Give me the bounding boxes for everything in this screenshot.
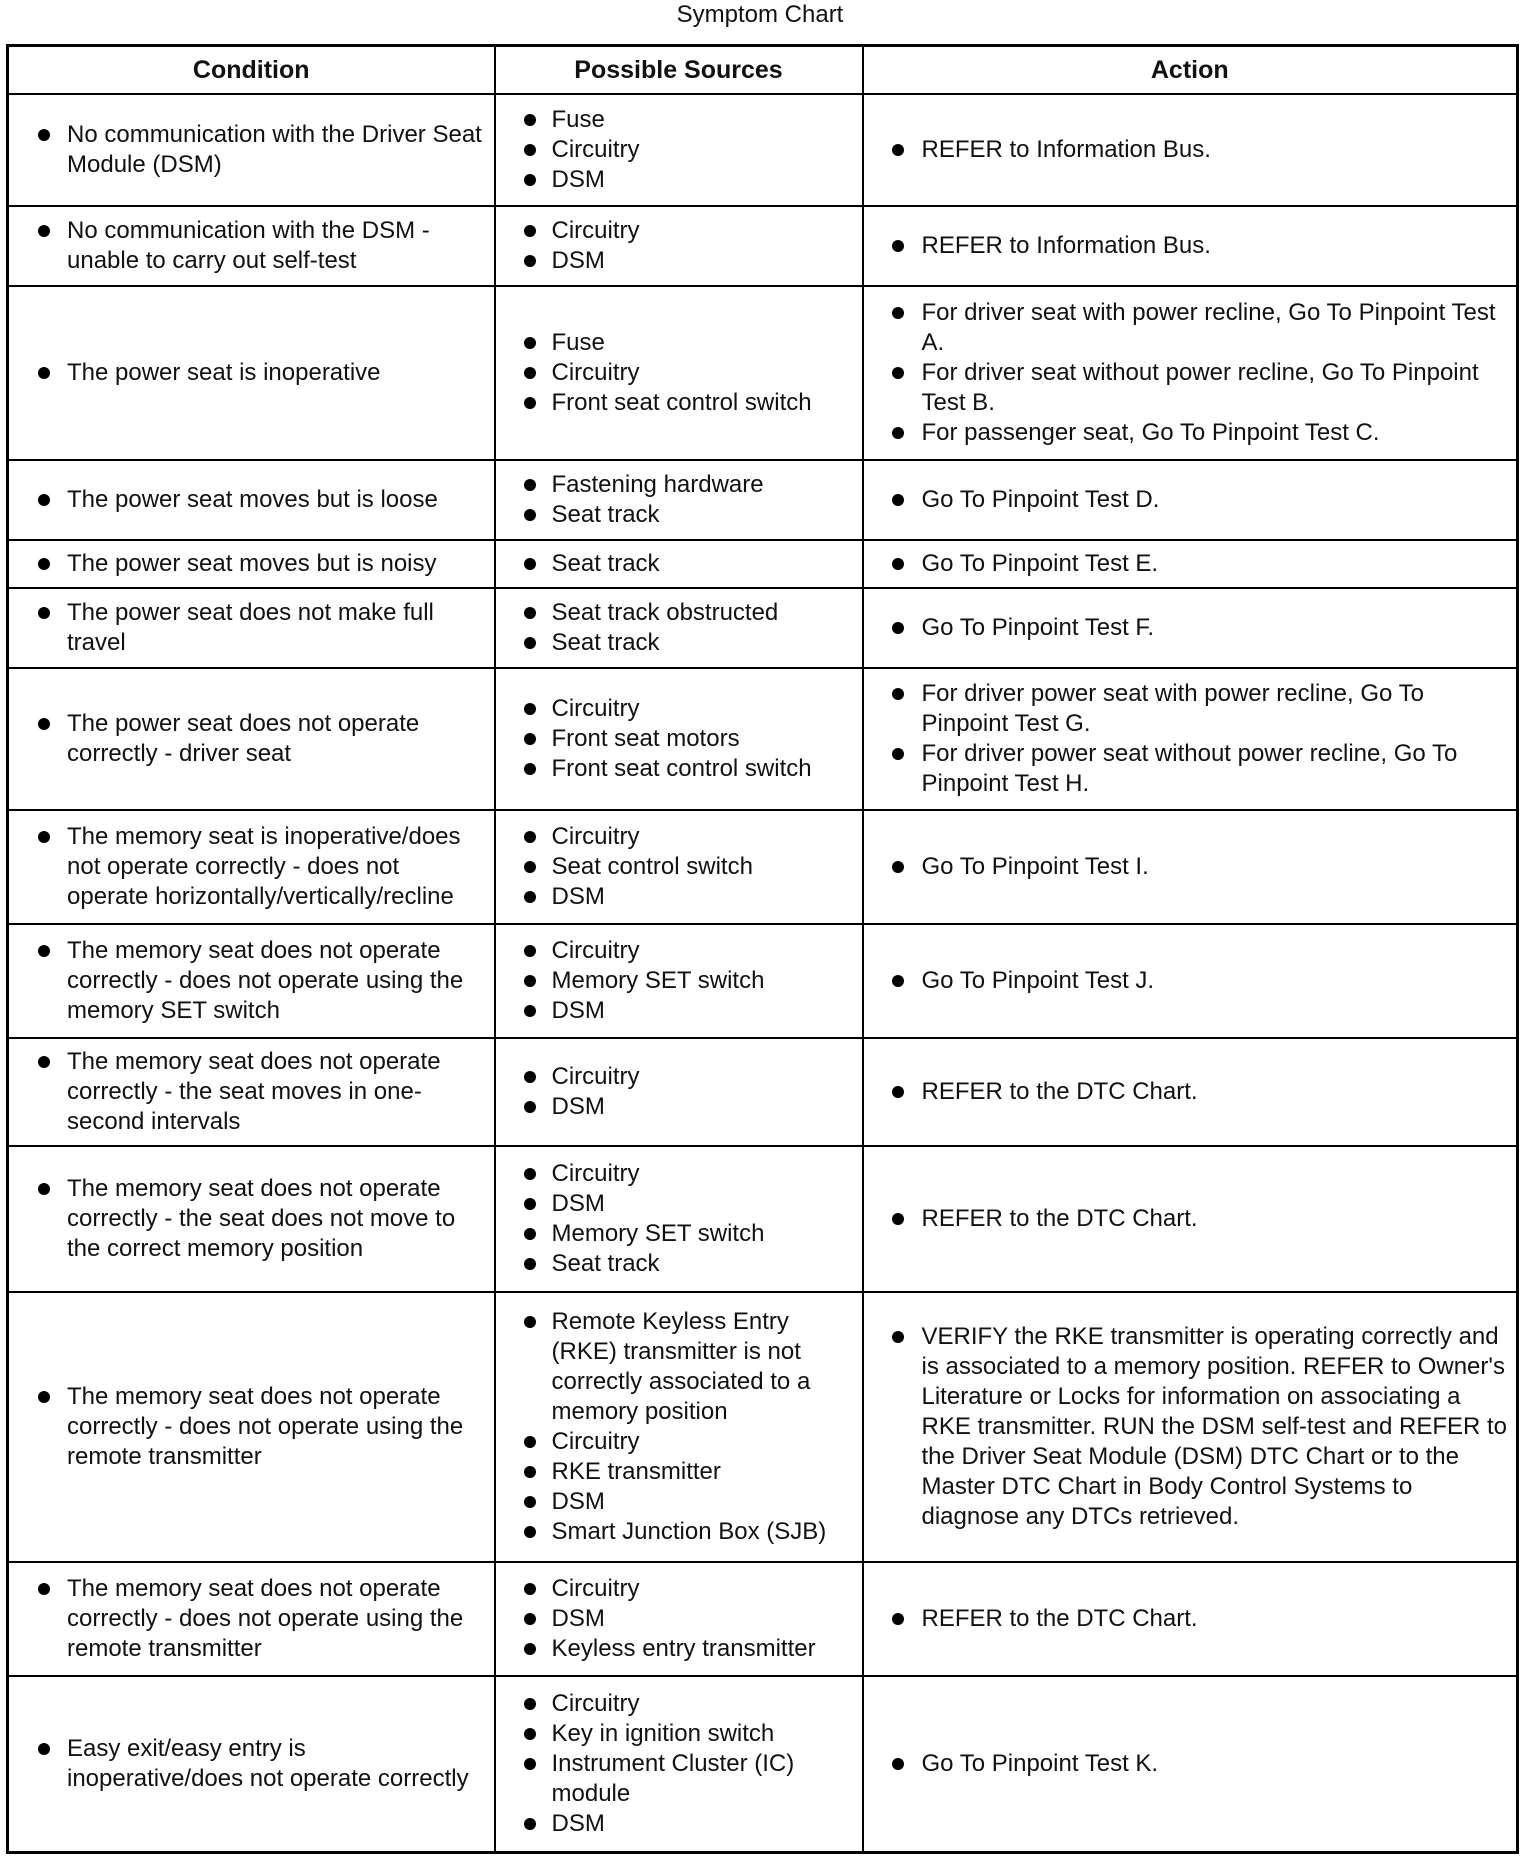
source-list	[496, 470, 862, 530]
header-possible-sources: Possible Sources	[495, 46, 863, 95]
source-item: Circuitry	[496, 1427, 862, 1457]
condition-item: The power seat moves but is noisy	[9, 549, 494, 579]
action-item: REFER to the DTC Chart.	[864, 1604, 1517, 1634]
condition-cell	[8, 286, 495, 460]
source-item: Circuitry	[496, 216, 862, 246]
source-item: DSM	[496, 1092, 862, 1122]
condition-list	[9, 1382, 494, 1472]
action-item: For driver power seat without power recline, Go To Pinpoint Test H.	[864, 739, 1517, 799]
table-row	[8, 1676, 1518, 1852]
possible-sources-cell	[495, 94, 863, 206]
action-item: REFER to Information Bus.	[864, 135, 1517, 165]
source-item: Circuitry	[496, 1062, 862, 1092]
page-title: Symptom Chart	[676, 1, 844, 28]
source-item: Front seat control switch	[496, 388, 862, 418]
action-cell	[863, 94, 1518, 206]
table-row	[8, 1146, 1518, 1292]
source-item: Smart Junction Box (SJB)	[496, 1517, 862, 1547]
possible-sources-cell	[495, 1292, 863, 1562]
action-cell	[863, 206, 1518, 286]
condition-list	[9, 1574, 494, 1664]
action-list	[864, 298, 1517, 448]
condition-cell	[8, 206, 495, 286]
source-list	[496, 936, 862, 1026]
condition-item: No communication with the DSM - unable to carry out self-test	[9, 216, 494, 276]
action-list	[864, 1749, 1517, 1779]
source-list	[496, 694, 862, 784]
action-list	[864, 966, 1517, 996]
source-item: Fuse	[496, 328, 862, 358]
action-list	[864, 135, 1517, 165]
table-row	[8, 94, 1518, 206]
source-item: Circuitry	[496, 1159, 862, 1189]
source-item: Seat track	[496, 500, 862, 530]
header-condition: Condition	[8, 46, 495, 95]
condition-cell	[8, 1292, 495, 1562]
possible-sources-cell	[495, 1676, 863, 1852]
possible-sources-cell	[495, 1038, 863, 1146]
source-list	[496, 1062, 862, 1122]
condition-cell	[8, 1038, 495, 1146]
action-list	[864, 1077, 1517, 1107]
action-item: REFER to the DTC Chart.	[864, 1204, 1517, 1234]
condition-item: The memory seat does not operate correctly - does not operate using the remote transmitter	[9, 1382, 494, 1472]
condition-item: The power seat moves but is loose	[9, 485, 494, 515]
source-item: RKE transmitter	[496, 1457, 862, 1487]
possible-sources-cell	[495, 1146, 863, 1292]
source-item: Remote Keyless Entry (RKE) transmitter is not correctly associated to a memory position	[496, 1307, 862, 1427]
source-item: Front seat motors	[496, 724, 862, 754]
source-item: DSM	[496, 1809, 862, 1839]
possible-sources-cell	[495, 206, 863, 286]
source-list	[496, 328, 862, 418]
source-item: DSM	[496, 1487, 862, 1517]
table-row	[8, 668, 1518, 810]
condition-item: The memory seat is inoperative/does not operate correctly - does not operate horizontally/vertically/recline	[9, 822, 494, 912]
action-list	[864, 613, 1517, 643]
condition-list	[9, 358, 494, 388]
condition-list	[9, 936, 494, 1026]
source-item: Memory SET switch	[496, 1219, 862, 1249]
source-list	[496, 105, 862, 195]
source-item: Circuitry	[496, 936, 862, 966]
condition-list	[9, 1174, 494, 1264]
action-cell	[863, 588, 1518, 668]
condition-list	[9, 822, 494, 912]
source-item: Front seat control switch	[496, 754, 862, 784]
condition-cell	[8, 94, 495, 206]
condition-list	[9, 485, 494, 515]
action-list	[864, 485, 1517, 515]
action-cell	[863, 460, 1518, 540]
action-item: Go To Pinpoint Test D.	[864, 485, 1517, 515]
source-item: Seat track obstructed	[496, 598, 862, 628]
table-row	[8, 924, 1518, 1038]
source-list	[496, 822, 862, 912]
table-row	[8, 1292, 1518, 1562]
condition-item: The memory seat does not operate correctly - the seat does not move to the correct memory position	[9, 1174, 494, 1264]
table-row	[8, 286, 1518, 460]
source-item: Circuitry	[496, 822, 862, 852]
source-list	[496, 598, 862, 658]
action-cell	[863, 1562, 1518, 1676]
source-item: Circuitry	[496, 135, 862, 165]
condition-cell	[8, 924, 495, 1038]
action-cell	[863, 668, 1518, 810]
action-list	[864, 231, 1517, 261]
action-list	[864, 852, 1517, 882]
source-item: Circuitry	[496, 694, 862, 724]
condition-cell	[8, 1676, 495, 1852]
action-item: For driver seat without power recline, Go To Pinpoint Test B.	[864, 358, 1517, 418]
source-item: Circuitry	[496, 1574, 862, 1604]
source-item: Seat track	[496, 628, 862, 658]
condition-cell	[8, 460, 495, 540]
action-cell	[863, 1676, 1518, 1852]
action-cell	[863, 1146, 1518, 1292]
possible-sources-cell	[495, 1562, 863, 1676]
condition-item: The power seat does not operate correctly - driver seat	[9, 709, 494, 769]
table-row	[8, 1562, 1518, 1676]
action-list	[864, 1604, 1517, 1634]
condition-cell	[8, 1146, 495, 1292]
action-cell	[863, 924, 1518, 1038]
source-list	[496, 1307, 862, 1547]
action-item: For driver power seat with power recline, Go To Pinpoint Test G.	[864, 679, 1517, 739]
source-item: DSM	[496, 1604, 862, 1634]
condition-list	[9, 216, 494, 276]
condition-list	[9, 598, 494, 658]
condition-list	[9, 549, 494, 579]
condition-item: The power seat does not make full travel	[9, 598, 494, 658]
action-item: Go To Pinpoint Test I.	[864, 852, 1517, 882]
action-item: Go To Pinpoint Test J.	[864, 966, 1517, 996]
action-item: REFER to the DTC Chart.	[864, 1077, 1517, 1107]
source-list	[496, 216, 862, 276]
action-list	[864, 1322, 1517, 1532]
source-item: DSM	[496, 165, 862, 195]
source-item: DSM	[496, 246, 862, 276]
source-list	[496, 549, 862, 579]
source-item: Seat track	[496, 1249, 862, 1279]
condition-cell	[8, 588, 495, 668]
condition-list	[9, 709, 494, 769]
source-item: Seat control switch	[496, 852, 862, 882]
source-item: Seat track	[496, 549, 862, 579]
source-item: DSM	[496, 1189, 862, 1219]
possible-sources-cell	[495, 588, 863, 668]
action-cell	[863, 286, 1518, 460]
source-item: DSM	[496, 996, 862, 1026]
action-cell	[863, 540, 1518, 588]
table-body	[8, 94, 1518, 1852]
condition-item: The power seat is inoperative	[9, 358, 494, 388]
possible-sources-cell	[495, 540, 863, 588]
source-list	[496, 1574, 862, 1664]
action-cell	[863, 1038, 1518, 1146]
table-row	[8, 206, 1518, 286]
source-list	[496, 1159, 862, 1279]
action-item: For passenger seat, Go To Pinpoint Test C.	[864, 418, 1517, 448]
condition-list	[9, 1047, 494, 1137]
possible-sources-cell	[495, 924, 863, 1038]
condition-item: No communication with the Driver Seat Module (DSM)	[9, 120, 494, 180]
possible-sources-cell	[495, 668, 863, 810]
action-item: Go To Pinpoint Test F.	[864, 613, 1517, 643]
condition-cell	[8, 810, 495, 924]
table-row	[8, 1038, 1518, 1146]
source-item: Memory SET switch	[496, 966, 862, 996]
source-item: Instrument Cluster (IC) module	[496, 1749, 862, 1809]
condition-list	[9, 120, 494, 180]
possible-sources-cell	[495, 286, 863, 460]
source-item: Circuitry	[496, 1689, 862, 1719]
source-item: Circuitry	[496, 358, 862, 388]
action-item: Go To Pinpoint Test E.	[864, 549, 1517, 579]
action-item: For driver seat with power recline, Go To Pinpoint Test A.	[864, 298, 1517, 358]
action-list	[864, 679, 1517, 799]
source-item: Fuse	[496, 105, 862, 135]
table-row	[8, 540, 1518, 588]
action-item: Go To Pinpoint Test K.	[864, 1749, 1517, 1779]
action-list	[864, 549, 1517, 579]
action-cell	[863, 1292, 1518, 1562]
condition-list	[9, 1734, 494, 1794]
action-item: REFER to Information Bus.	[864, 231, 1517, 261]
action-cell	[863, 810, 1518, 924]
possible-sources-cell	[495, 810, 863, 924]
action-list	[864, 1204, 1517, 1234]
source-list	[496, 1689, 862, 1839]
condition-item: Easy exit/easy entry is inoperative/does not operate correctly	[9, 1734, 494, 1794]
condition-item: The memory seat does not operate correctly - does not operate using the memory SET switch	[9, 936, 494, 1026]
header-action: Action	[863, 46, 1518, 95]
source-item: Key in ignition switch	[496, 1719, 862, 1749]
source-item: Fastening hardware	[496, 470, 862, 500]
source-item: DSM	[496, 882, 862, 912]
source-item: Keyless entry transmitter	[496, 1634, 862, 1664]
condition-cell	[8, 668, 495, 810]
table-row	[8, 810, 1518, 924]
table-row	[8, 460, 1518, 540]
condition-cell	[8, 540, 495, 588]
action-item: VERIFY the RKE transmitter is operating correctly and is associated to a memory position. REFER to Owner's Literature or Locks for information on associating a RKE transmitter. RUN the DSM self-test and REFER to the Driver Seat Module (DSM) DTC Chart or to the Master DTC Chart in Body Control Systems to diagnose any DTCs retrieved.	[864, 1322, 1517, 1532]
condition-item: The memory seat does not operate correctly - does not operate using the remote transmitter	[9, 1574, 494, 1664]
possible-sources-cell	[495, 460, 863, 540]
table-header-row	[8, 46, 1518, 95]
condition-item: The memory seat does not operate correctly - the seat moves in one-second intervals	[9, 1047, 494, 1137]
table-row	[8, 588, 1518, 668]
condition-cell	[8, 1562, 495, 1676]
symptom-chart-table	[6, 44, 1519, 1854]
